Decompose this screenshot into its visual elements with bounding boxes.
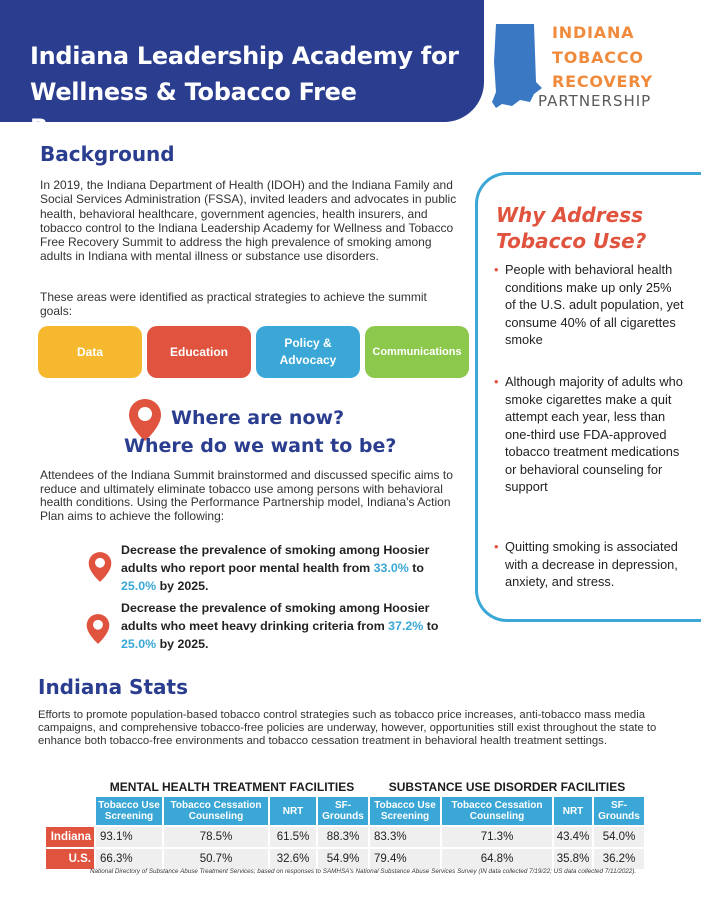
goal-text: to [423, 619, 439, 633]
background-paragraph: In 2019, the Indiana Department of Health (IDOH) and the Indiana Family and Social Services Administration (FSSA), invited leaders and advocates in public health, behavioral healthcare, government agencies, health insurers, and tobacco control to the Indiana Leadership Academy for Wellness and Tobacco Free Recovery Summit to address the high prevalence of smoking among adults in Indiana with mental illness or substance use disorders. [40, 178, 457, 264]
logo-word-partnership: PARTNERSHIP [538, 92, 652, 110]
logo-word-tobacco: TOBACCO [552, 48, 644, 67]
goal-heavy-drinking [121, 599, 451, 653]
page-title-line-1: Indiana Leadership Academy for [30, 42, 459, 70]
column-header: NRT [270, 797, 316, 825]
goal-text: to [408, 561, 424, 575]
goal-text: by 2025. [156, 637, 209, 651]
strategy-communications [365, 326, 469, 378]
table-row [46, 827, 644, 847]
page-title-line-2: Wellness & Tobacco Free Recovery [30, 78, 357, 142]
table-corner [46, 779, 94, 795]
goal-from-value: 37.2% [388, 619, 424, 633]
group-header-substance-use: SUBSTANCE USE DISORDER FACILITIES [388, 780, 626, 794]
table-cell: 64.8% [442, 849, 552, 869]
table-cell: 88.3% [318, 827, 368, 847]
strategy-education [147, 326, 251, 378]
column-header: SF-Grounds [318, 797, 368, 825]
table-cell: 32.6% [270, 849, 316, 869]
goal-pin-icon [88, 550, 112, 584]
goal-to-value: 25.0% [121, 637, 157, 651]
row-header-us: U.S. [46, 849, 94, 869]
strategy-policy-advocacy [256, 326, 360, 378]
stats-table [44, 777, 646, 871]
sidebar-title: Why Address Tobacco Use? [496, 203, 647, 253]
goal-text: Decrease the prevalence of smoking among Hoosier adults who report poor mental health from [121, 543, 430, 575]
table-cell: 79.4% [370, 849, 440, 869]
column-header: Tobacco Use Screening [370, 797, 440, 825]
logo-word-indiana: INDIANA [552, 23, 635, 42]
column-header: NRT [554, 797, 592, 825]
goal-mental-health [121, 541, 451, 595]
summit-paragraph: Attendees of the Indiana Summit brainstormed and discussed specific aims to reduce and ultimately eliminate tobacco use among persons with behavioral health conditions. Using the Performance Partnership model, Indiana's Action Plan aims to achieve the following: [40, 468, 453, 523]
sidebar-bullet [494, 538, 684, 591]
table-cell: 93.1% [96, 827, 162, 847]
table-cell: 54.9% [318, 849, 368, 869]
column-header: SF-Grounds [594, 797, 644, 825]
column-header: Tobacco Use Screening [96, 797, 162, 825]
where-want-heading: Where do we want to be? [124, 435, 397, 457]
goal-to-value: 25.0% [121, 579, 157, 593]
table-cell: 54.0% [594, 827, 644, 847]
table-cell: 71.3% [442, 827, 552, 847]
strategy-data-label: Data [76, 344, 103, 359]
table-cell: 36.2% [594, 849, 644, 869]
table-cell: 35.8% [554, 849, 592, 869]
group-header-mental-health: MENTAL HEALTH TREATMENT FACILITIES [109, 780, 355, 794]
logo-word-recovery: RECOVERY [552, 72, 653, 91]
stats-footnote: National Directory of Substance Abuse Treatment Services; based on responses to SAMHSA's National Substance Abuse Services Survey (IN data collected 7/19/22; US data collected 7/11/2022). [90, 868, 637, 875]
goal-from-value: 33.0% [373, 561, 409, 575]
table-row [46, 849, 644, 869]
partnership-logo [490, 16, 690, 116]
sidebar-bullet-text: People with behavioral health conditions make up only 25% of the U.S. adult population, yet consume 40% of all cigarettes smoke [505, 262, 684, 347]
sidebar-bullet [494, 373, 684, 496]
column-header: Tobacco Cessation Counseling [442, 797, 552, 825]
strategy-communications-label: Communications [372, 345, 462, 358]
strategy-policy-advocacy-label: Policy & Advocacy [279, 336, 337, 367]
sidebar-bullet-text: Quitting smoking is associated with a decrease in depression, anxiety, and stress. [505, 539, 678, 589]
strategy-education-label: Education [169, 344, 228, 359]
goal-text: Decrease the prevalence of smoking among Hoosier adults who meet heavy drinking criteria from [121, 601, 430, 633]
page-title [30, 38, 470, 146]
where-now-heading: Where are now? [171, 407, 345, 429]
table-cell: 43.4% [554, 827, 592, 847]
sidebar-bullet [494, 261, 684, 349]
table-cell: 83.3% [370, 827, 440, 847]
bullet-icon: • [494, 374, 499, 389]
bullet-icon: • [494, 539, 499, 554]
table-cell: 61.5% [270, 827, 316, 847]
strategies-intro: These areas were identified as practical strategies to achieve the summit goals: [40, 290, 427, 319]
table-cell: 66.3% [96, 849, 162, 869]
sidebar-bullet-text: Although majority of adults who smoke cigarettes make a quit attempt each year, less than one-third use FDA-approved tobacco treatment medications or behavioral counseling for support [505, 374, 683, 494]
table-corner [46, 797, 94, 825]
goal-pin-icon [86, 612, 110, 646]
goal-text: by 2025. [156, 579, 209, 593]
background-heading: Background [40, 142, 175, 166]
bullet-icon: • [494, 262, 499, 277]
table-cell: 78.5% [164, 827, 268, 847]
table-cell: 50.7% [164, 849, 268, 869]
row-header-indiana: Indiana [46, 827, 94, 847]
strategy-data [38, 326, 142, 378]
stats-paragraph: Efforts to promote population-based tobacco control strategies such as tobacco price increases, anti-tobacco mass media campaigns, and comprehensive tobacco-free policies are underway, however, opportunities still exist throughout the state to enhance both tobacco-free environments and tobacco cessation treatment in behavioral health treatment settings. [38, 709, 657, 747]
stats-heading: Indiana Stats [38, 675, 188, 699]
column-header: Tobacco Cessation Counseling [164, 797, 268, 825]
